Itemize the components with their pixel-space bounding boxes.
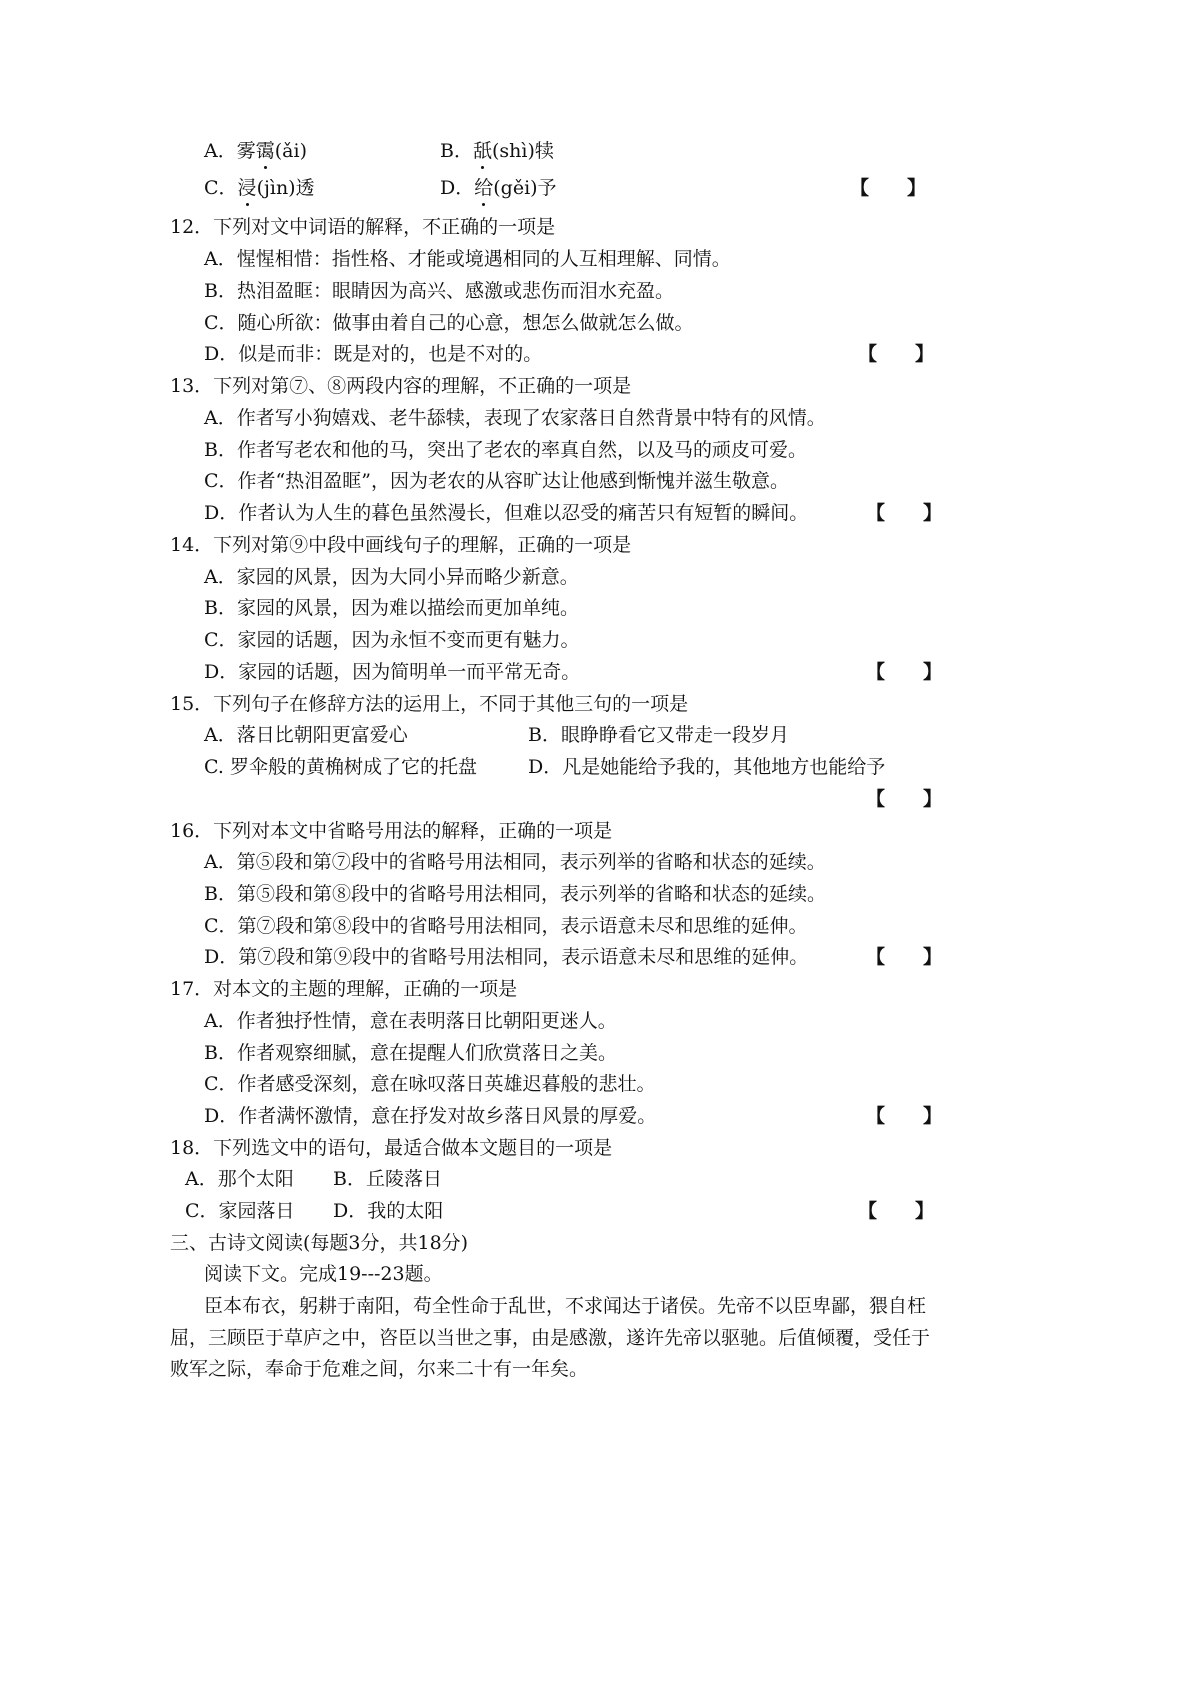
q17-option-a: A．作者独抒性情，意在表明落日比朝阳更迷人。: [204, 1010, 617, 1032]
q12-option-a: A．惺惺相惜：指性格、才能或境遇相同的人互相理解、同情。: [204, 248, 731, 270]
q16-option-b: B．第⑤段和第⑧段中的省略号用法相同，表示列举的省略和状态的延续。: [204, 883, 826, 905]
q18-stem: 18．下列选文中的语句，最适合做本文题目的一项是: [170, 1137, 613, 1159]
dotted-character: 舐: [472, 140, 492, 162]
q15-option-d: D．凡是她能给予我的，其他地方也能给予: [528, 756, 886, 778]
q16-answer-bracket: 【 】: [866, 946, 943, 968]
q18-option-a: A．那个太阳: [185, 1168, 294, 1190]
q18-option-b: B．丘陵落日: [333, 1168, 442, 1190]
q17-stem: 17．对本文的主题的理解，正确的一项是: [170, 978, 518, 1000]
passage-line: 屈，三顾臣于草庐之中，咨臣以当世之事，由是感激，遂许先帝以驱驰。后值倾覆，受任于: [170, 1327, 931, 1349]
q13-option-b: B．作者写老农和他的马，突出了老农的率真自然，以及马的顽皮可爱。: [204, 439, 807, 461]
dotted-character: 给: [474, 177, 494, 199]
q17-answer-bracket: 【 】: [866, 1105, 943, 1127]
q13-stem: 13．下列对第⑦、⑧两段内容的理解，不正确的一项是: [170, 375, 632, 397]
q11-option-b: [440, 139, 554, 163]
q18-option-c: C．家园落日: [185, 1200, 295, 1222]
q15-option-a: A．落日比朝阳更富爱心: [204, 724, 408, 746]
reading-instruction: 阅读下文。完成19---23题。: [204, 1263, 443, 1285]
q11-option-c: [204, 176, 315, 200]
q11-answer-bracket: 【 】: [850, 177, 927, 199]
q12-answer-bracket: 【 】: [858, 343, 935, 365]
q15-option-c: C. 罗伞般的黄桷树成了它的托盘: [204, 756, 477, 778]
q16-option-d: D．第⑦段和第⑨段中的省略号用法相同，表示语意未尽和思维的延伸。: [204, 946, 809, 968]
option-label: C．: [204, 177, 238, 199]
q11-option-a: [204, 139, 307, 163]
q16-option-c: C．第⑦段和第⑧段中的省略号用法相同，表示语意未尽和思维的延伸。: [204, 915, 808, 937]
pinyin: (ǎi): [274, 140, 307, 162]
pinyin: (gěi)予: [493, 177, 557, 199]
option-text: 雾: [236, 140, 256, 162]
q14-stem: 14．下列对第⑨中段中画线句子的理解，正确的一项是: [170, 534, 632, 556]
q15-option-b: B．眼睁睁看它又带走一段岁月: [528, 724, 789, 746]
passage-line: 败军之际，奉命于危难之间，尔来二十有一年矣。: [170, 1358, 589, 1380]
pinyin: (shì)犊: [491, 140, 554, 162]
q14-option-c: C．家园的话题，因为永恒不变而更有魅力。: [204, 629, 580, 651]
q13-option-a: A．作者写小狗嬉戏、老牛舔犊，表现了农家落日自然背景中特有的风情。: [204, 407, 826, 429]
q14-option-d: D．家园的话题，因为简明单一而平常无奇。: [204, 661, 581, 683]
dotted-character: 霭: [255, 140, 275, 162]
q16-stem: 16．下列对本文中省略号用法的解释，正确的一项是: [170, 820, 613, 842]
q13-option-c: C．作者“热泪盈眶”，因为老农的从容旷达让他感到惭愧并滋生敬意。: [204, 470, 789, 492]
q17-option-d: D．作者满怀激情，意在抒发对故乡落日风景的厚爱。: [204, 1105, 657, 1127]
q11-option-d: [440, 176, 557, 200]
q15-stem: 15．下列句子在修辞方法的运用上，不同于其他三句的一项是: [170, 693, 689, 715]
option-label: B．: [440, 140, 473, 162]
q14-option-b: B．家园的风景，因为难以描绘而更加单纯。: [204, 597, 579, 619]
q12-option-d: D．似是而非：既是对的，也是不对的。: [204, 343, 543, 365]
q14-option-a: A．家园的风景，因为大同小异而略少新意。: [204, 566, 579, 588]
q13-option-d: D．作者认为人生的暮色虽然漫长，但难以忍受的痛苦只有短暂的瞬间。: [204, 502, 809, 524]
q17-option-c: C．作者感受深刻，意在咏叹落日英雄迟暮般的悲壮。: [204, 1073, 656, 1095]
section-heading: 三、古诗文阅读(每题3分，共18分): [170, 1232, 469, 1254]
option-label: D．: [440, 177, 475, 199]
passage-line: 臣本布衣，躬耕于南阳，苟全性命于乱世，不求闻达于诸侯。先帝不以臣卑鄙，猥自枉: [204, 1295, 927, 1317]
pinyin: (jìn)透: [256, 177, 315, 199]
q12-option-b: B．热泪盈眶：眼睛因为高兴、感激或悲伤而泪水充盈。: [204, 280, 674, 302]
q18-option-d: D．我的太阳: [333, 1200, 444, 1222]
q18-answer-bracket: 【 】: [858, 1200, 935, 1222]
q14-answer-bracket: 【 】: [866, 661, 943, 683]
dotted-character: 浸: [237, 177, 257, 199]
q12-stem: 12．下列对文中词语的解释，不正确的一项是: [170, 216, 556, 238]
option-label: A．: [204, 140, 237, 162]
q16-option-a: A．第⑤段和第⑦段中的省略号用法相同，表示列举的省略和状态的延续。: [204, 851, 826, 873]
q17-option-b: B．作者观察细腻，意在提醒人们欣赏落日之美。: [204, 1042, 617, 1064]
q12-option-c: C．随心所欲：做事由着自己的心意，想怎么做就怎么做。: [204, 312, 694, 334]
q15-answer-bracket: 【 】: [866, 788, 943, 810]
q13-answer-bracket: 【 】: [866, 502, 943, 524]
